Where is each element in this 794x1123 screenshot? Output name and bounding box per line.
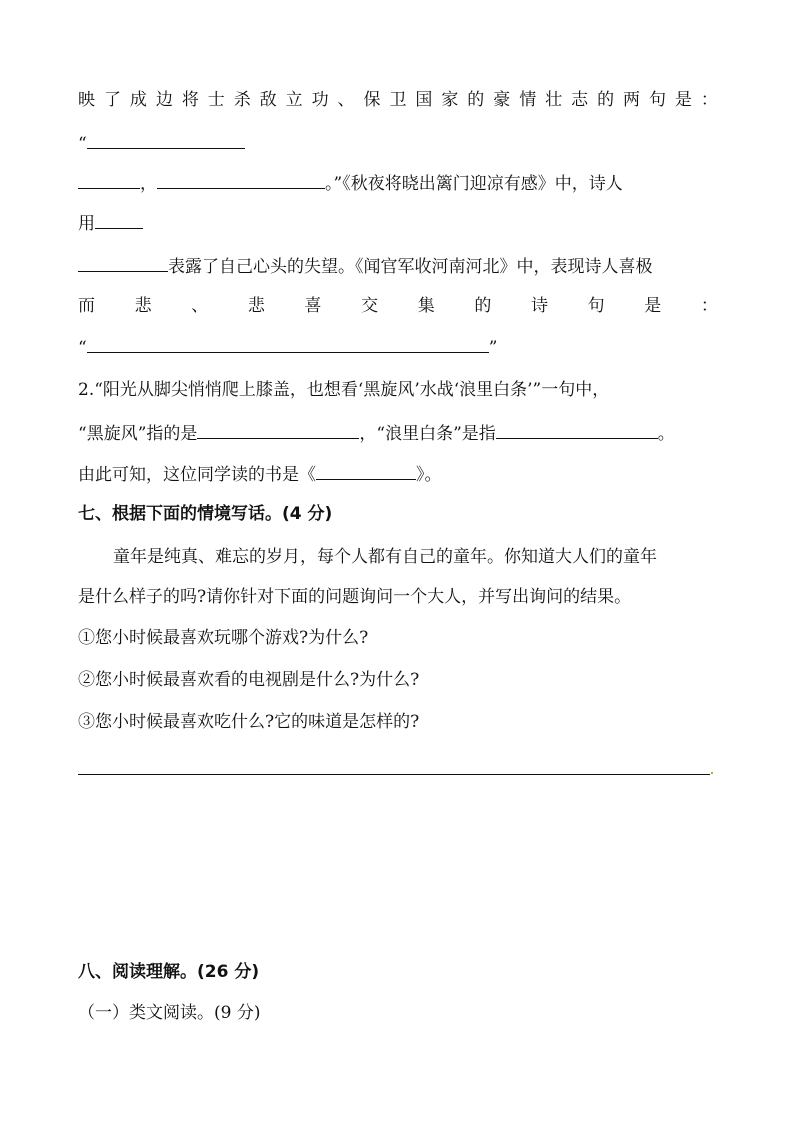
spread-char: 是 bbox=[674, 90, 692, 110]
spread-char: 句 bbox=[648, 90, 666, 110]
close-quote-2: ” bbox=[488, 338, 498, 358]
spread-char: 士 bbox=[207, 90, 225, 110]
answer-writing-line[interactable] bbox=[78, 774, 710, 775]
spread-char: 保 bbox=[363, 90, 381, 110]
spread-char: 了 bbox=[103, 90, 121, 110]
poem-answer-line-2 bbox=[78, 130, 245, 154]
spread-char: 边 bbox=[155, 90, 173, 110]
question-2-part-d: 由此可知，这位同学读的书是《 bbox=[78, 465, 316, 485]
section-7-question-3: ③您小时候最喜欢吃什么?它的味道是怎样的? bbox=[78, 712, 420, 732]
spread-char: 句 bbox=[587, 296, 605, 316]
spread-char: 壮 bbox=[545, 90, 563, 110]
question-2-part-b: ，“浪里白条”是指 bbox=[359, 424, 496, 444]
line5-text: 表露了自己心头的失望。《闻官军收河南河北》中，表现诗人喜极 bbox=[168, 257, 653, 277]
answer-blank-3[interactable] bbox=[157, 170, 325, 189]
spread-char: ： bbox=[700, 90, 718, 110]
spread-char: 是 bbox=[644, 296, 662, 316]
spread-char: 集 bbox=[417, 296, 435, 316]
poem-answer-line-5 bbox=[78, 253, 653, 277]
question-2-part-a: “黑旋风”指的是 bbox=[78, 424, 198, 444]
spread-char: 而 bbox=[78, 296, 95, 316]
spread-char: ： bbox=[700, 296, 718, 316]
section-7-intro-1: 童年是纯真、难忘的岁月，每个人都有自己的童年。你知道大人们的童年 bbox=[113, 547, 657, 567]
spread-char: 敌 bbox=[259, 90, 277, 110]
spread-char: 将 bbox=[181, 90, 199, 110]
answer-blank-8[interactable] bbox=[496, 420, 658, 439]
spread-char: 的 bbox=[597, 90, 615, 110]
section-7-intro-2: 是什么样子的吗?请你针对下面的问题询问一个大人，并写出询问的结果。 bbox=[78, 587, 632, 607]
section-8-heading: 八、阅读理解。(26 分) bbox=[78, 962, 260, 982]
comma: ， bbox=[140, 174, 157, 194]
spread-char: 家 bbox=[441, 90, 459, 110]
stray-mark bbox=[711, 772, 713, 774]
question-2-part-c: 。 bbox=[657, 424, 675, 444]
spread-char: 交 bbox=[361, 296, 379, 316]
poem-question-line-6 bbox=[78, 294, 718, 318]
answer-blank-4[interactable] bbox=[95, 210, 143, 229]
section-7-heading: 七、根据下面的情境写话。(4 分) bbox=[78, 504, 333, 524]
question-2-line-2 bbox=[78, 420, 675, 444]
poem-question-line-1 bbox=[78, 88, 718, 112]
poem-answer-line-4 bbox=[78, 210, 143, 234]
spread-char: 情 bbox=[519, 90, 537, 110]
answer-blank-9[interactable] bbox=[316, 461, 416, 480]
spread-char: 卫 bbox=[389, 90, 407, 110]
spread-char: 立 bbox=[285, 90, 303, 110]
spread-char: 悲 bbox=[134, 296, 152, 316]
open-quote-2: “ bbox=[78, 338, 87, 358]
spread-char: 两 bbox=[623, 90, 641, 110]
spread-char: 、 bbox=[191, 296, 209, 316]
spread-char: 的 bbox=[467, 90, 485, 110]
section-7-question-1: ①您小时候最喜欢玩哪个游戏?为什么? bbox=[78, 628, 369, 648]
spread-char: 豪 bbox=[493, 90, 511, 110]
question-2-text: 2.“阳光从脚尖悄悄爬上膝盖，也想看‘黑旋风’水战‘浪里白条’”一句中， bbox=[78, 380, 610, 400]
answer-blank-7[interactable] bbox=[197, 420, 359, 439]
spread-char: 国 bbox=[415, 90, 433, 110]
spread-char: 的 bbox=[474, 296, 492, 316]
section-7-question-2: ②您小时候最喜欢看的电视剧是什么?为什么? bbox=[78, 670, 420, 690]
section-8-subheading: （一）类文阅读。(9 分) bbox=[78, 1003, 261, 1023]
spread-char: 、 bbox=[337, 90, 355, 110]
question-2-line-3 bbox=[78, 461, 442, 485]
spread-char: 悲 bbox=[247, 296, 265, 316]
answer-blank-1[interactable] bbox=[87, 130, 245, 149]
line4-text: 用 bbox=[78, 214, 95, 234]
spread-char: 杀 bbox=[233, 90, 251, 110]
spread-char: 功 bbox=[311, 90, 329, 110]
answer-blank-2[interactable] bbox=[78, 170, 140, 189]
poem-answer-line-3 bbox=[78, 170, 623, 194]
poem-answer-line-7 bbox=[78, 334, 497, 358]
line3-text: 。”《秋夜将晓出篱门迎凉有感》中，诗人 bbox=[325, 174, 623, 194]
spread-char: 喜 bbox=[304, 296, 322, 316]
question-2-line-1 bbox=[78, 378, 609, 402]
answer-blank-6[interactable] bbox=[87, 334, 489, 353]
open-quote: “ bbox=[78, 134, 87, 154]
spread-char: 志 bbox=[571, 90, 589, 110]
spread-char: 映 bbox=[78, 90, 95, 110]
answer-blank-5[interactable] bbox=[78, 253, 168, 272]
question-2-part-e: 》。 bbox=[416, 465, 442, 485]
spread-char: 成 bbox=[129, 90, 147, 110]
spread-char: 诗 bbox=[531, 296, 548, 316]
